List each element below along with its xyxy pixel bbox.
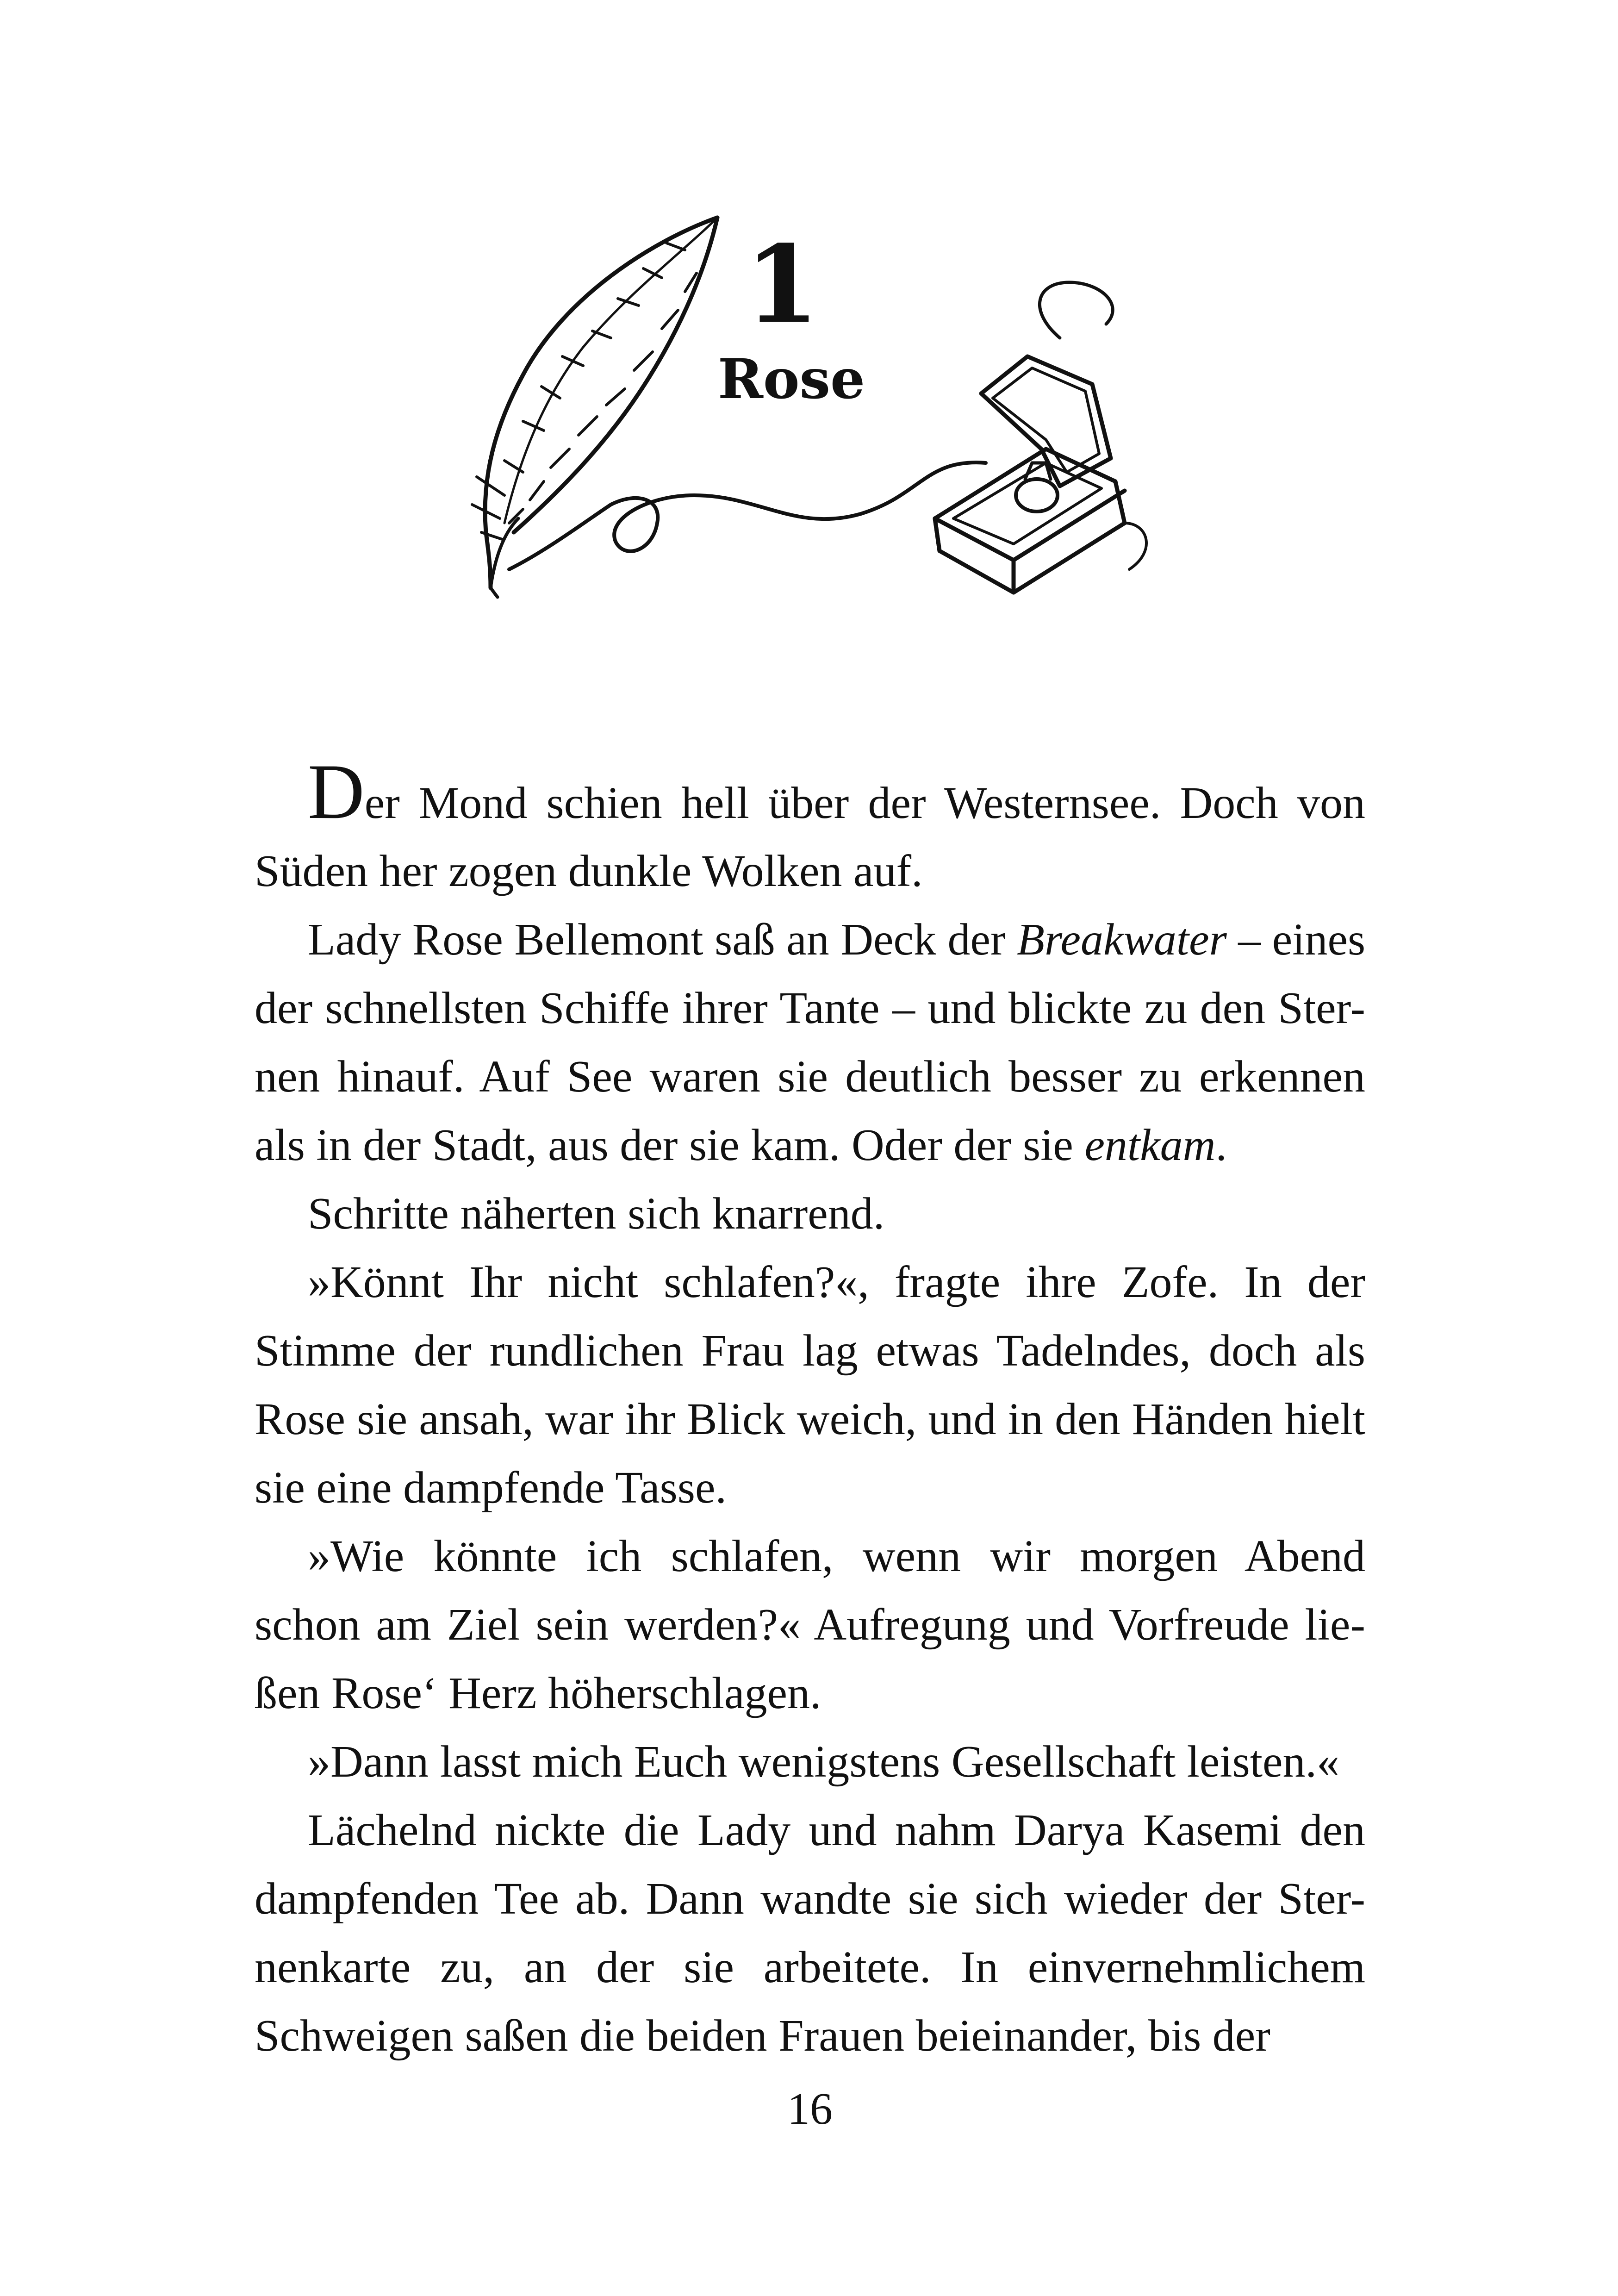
line-text: als in der Stadt, aus der sie kam. Oder der sie [255, 1120, 1085, 1170]
line-text: . [1215, 1120, 1227, 1170]
line-text: schon am Ziel sein werden?« Aufregung und Vorfreude lie- [255, 1600, 1365, 1650]
page-number: 16 [787, 2084, 833, 2134]
line-text: »Wie könnte ich schlafen, wenn wir morgen Abend [308, 1531, 1365, 1581]
line-text: »Könnt Ihr nicht schlafen?«, fragte ihre Zofe. In der [308, 1257, 1365, 1307]
feather-quill-icon [472, 218, 717, 597]
line-text: ßen Rose‘ Herz höherschlagen. [255, 1668, 821, 1718]
line-text: – eines [1226, 915, 1366, 965]
paragraph [255, 1796, 1365, 2070]
paragraph [255, 1179, 1365, 1248]
paragraph [255, 1248, 1365, 1522]
swirl-loop [1039, 282, 1113, 338]
chapter-title: Rose [717, 347, 865, 411]
text-line [255, 1385, 1365, 1454]
text-line [255, 1179, 1365, 1248]
chapter-body [255, 748, 1366, 2070]
paragraph [255, 905, 1365, 1179]
line-text: Lächelnd nickte die Lady und nahm Darya Kasemi den [308, 1805, 1365, 1855]
paragraph [255, 748, 1365, 905]
line-text: Stimme der rundlichen Frau lag etwas Tadelndes, doch als [255, 1326, 1365, 1376]
text-line [255, 837, 1365, 905]
emphasized-text: entkam [1084, 1120, 1216, 1170]
text-line [255, 1865, 1365, 1933]
line-text: nen hinauf. Auf See waren sie deutlich besser zu erkennen [255, 1052, 1365, 1102]
line-text: nenkarte zu, an der sie arbeitete. In einvernehmlichem [255, 1942, 1365, 1992]
line-text: dampfenden Tee ab. Dann wandte sie sich wieder der Ster- [255, 1874, 1365, 1924]
paragraph [255, 1522, 1365, 1728]
line-text: sie eine dampfende Tasse. [255, 1463, 727, 1513]
text-line [255, 748, 1365, 837]
text-line [255, 974, 1365, 1042]
text-line [255, 1796, 1365, 1865]
text-line [255, 1659, 1365, 1728]
text-line [255, 1042, 1365, 1111]
chapter-number: 1 [745, 222, 820, 347]
text-line [255, 1248, 1365, 1316]
drop-cap: D [308, 748, 365, 835]
line-text: Lady Rose Bellemont saß an Deck der [308, 915, 1017, 965]
text-line [255, 1522, 1365, 1591]
paragraph [255, 1728, 1365, 1796]
text-line [255, 1933, 1365, 2002]
line-text: »Dann lasst mich Euch wenigstens Gesellschaft leisten.« [308, 1737, 1339, 1787]
emphasized-text: Breakwater [1017, 915, 1227, 965]
text-line [255, 1316, 1365, 1385]
line-text: Schritte näherten sich knarrend. [308, 1189, 885, 1239]
text-line [255, 905, 1365, 974]
swirl-line [509, 462, 986, 569]
line-text: Rose sie ansah, war ihr Blick weich, und in den Händen hielt [255, 1394, 1365, 1444]
text-line [255, 2002, 1365, 2070]
line-text: Schweigen saßen die beiden Frauen beieinander, bis der [255, 2011, 1270, 2061]
ring-box-icon [935, 356, 1146, 593]
line-text: er Mond schien hell über der Westernsee. Doch von [364, 778, 1365, 828]
text-line [255, 1591, 1365, 1659]
text-line [255, 1454, 1365, 1522]
text-line [255, 1111, 1365, 1179]
line-text: der schnellsten Schiffe ihrer Tante – und blickte zu den Ster- [255, 983, 1365, 1033]
line-text: Süden her zogen dunkle Wolken auf. [255, 846, 923, 896]
text-line [255, 1728, 1365, 1796]
